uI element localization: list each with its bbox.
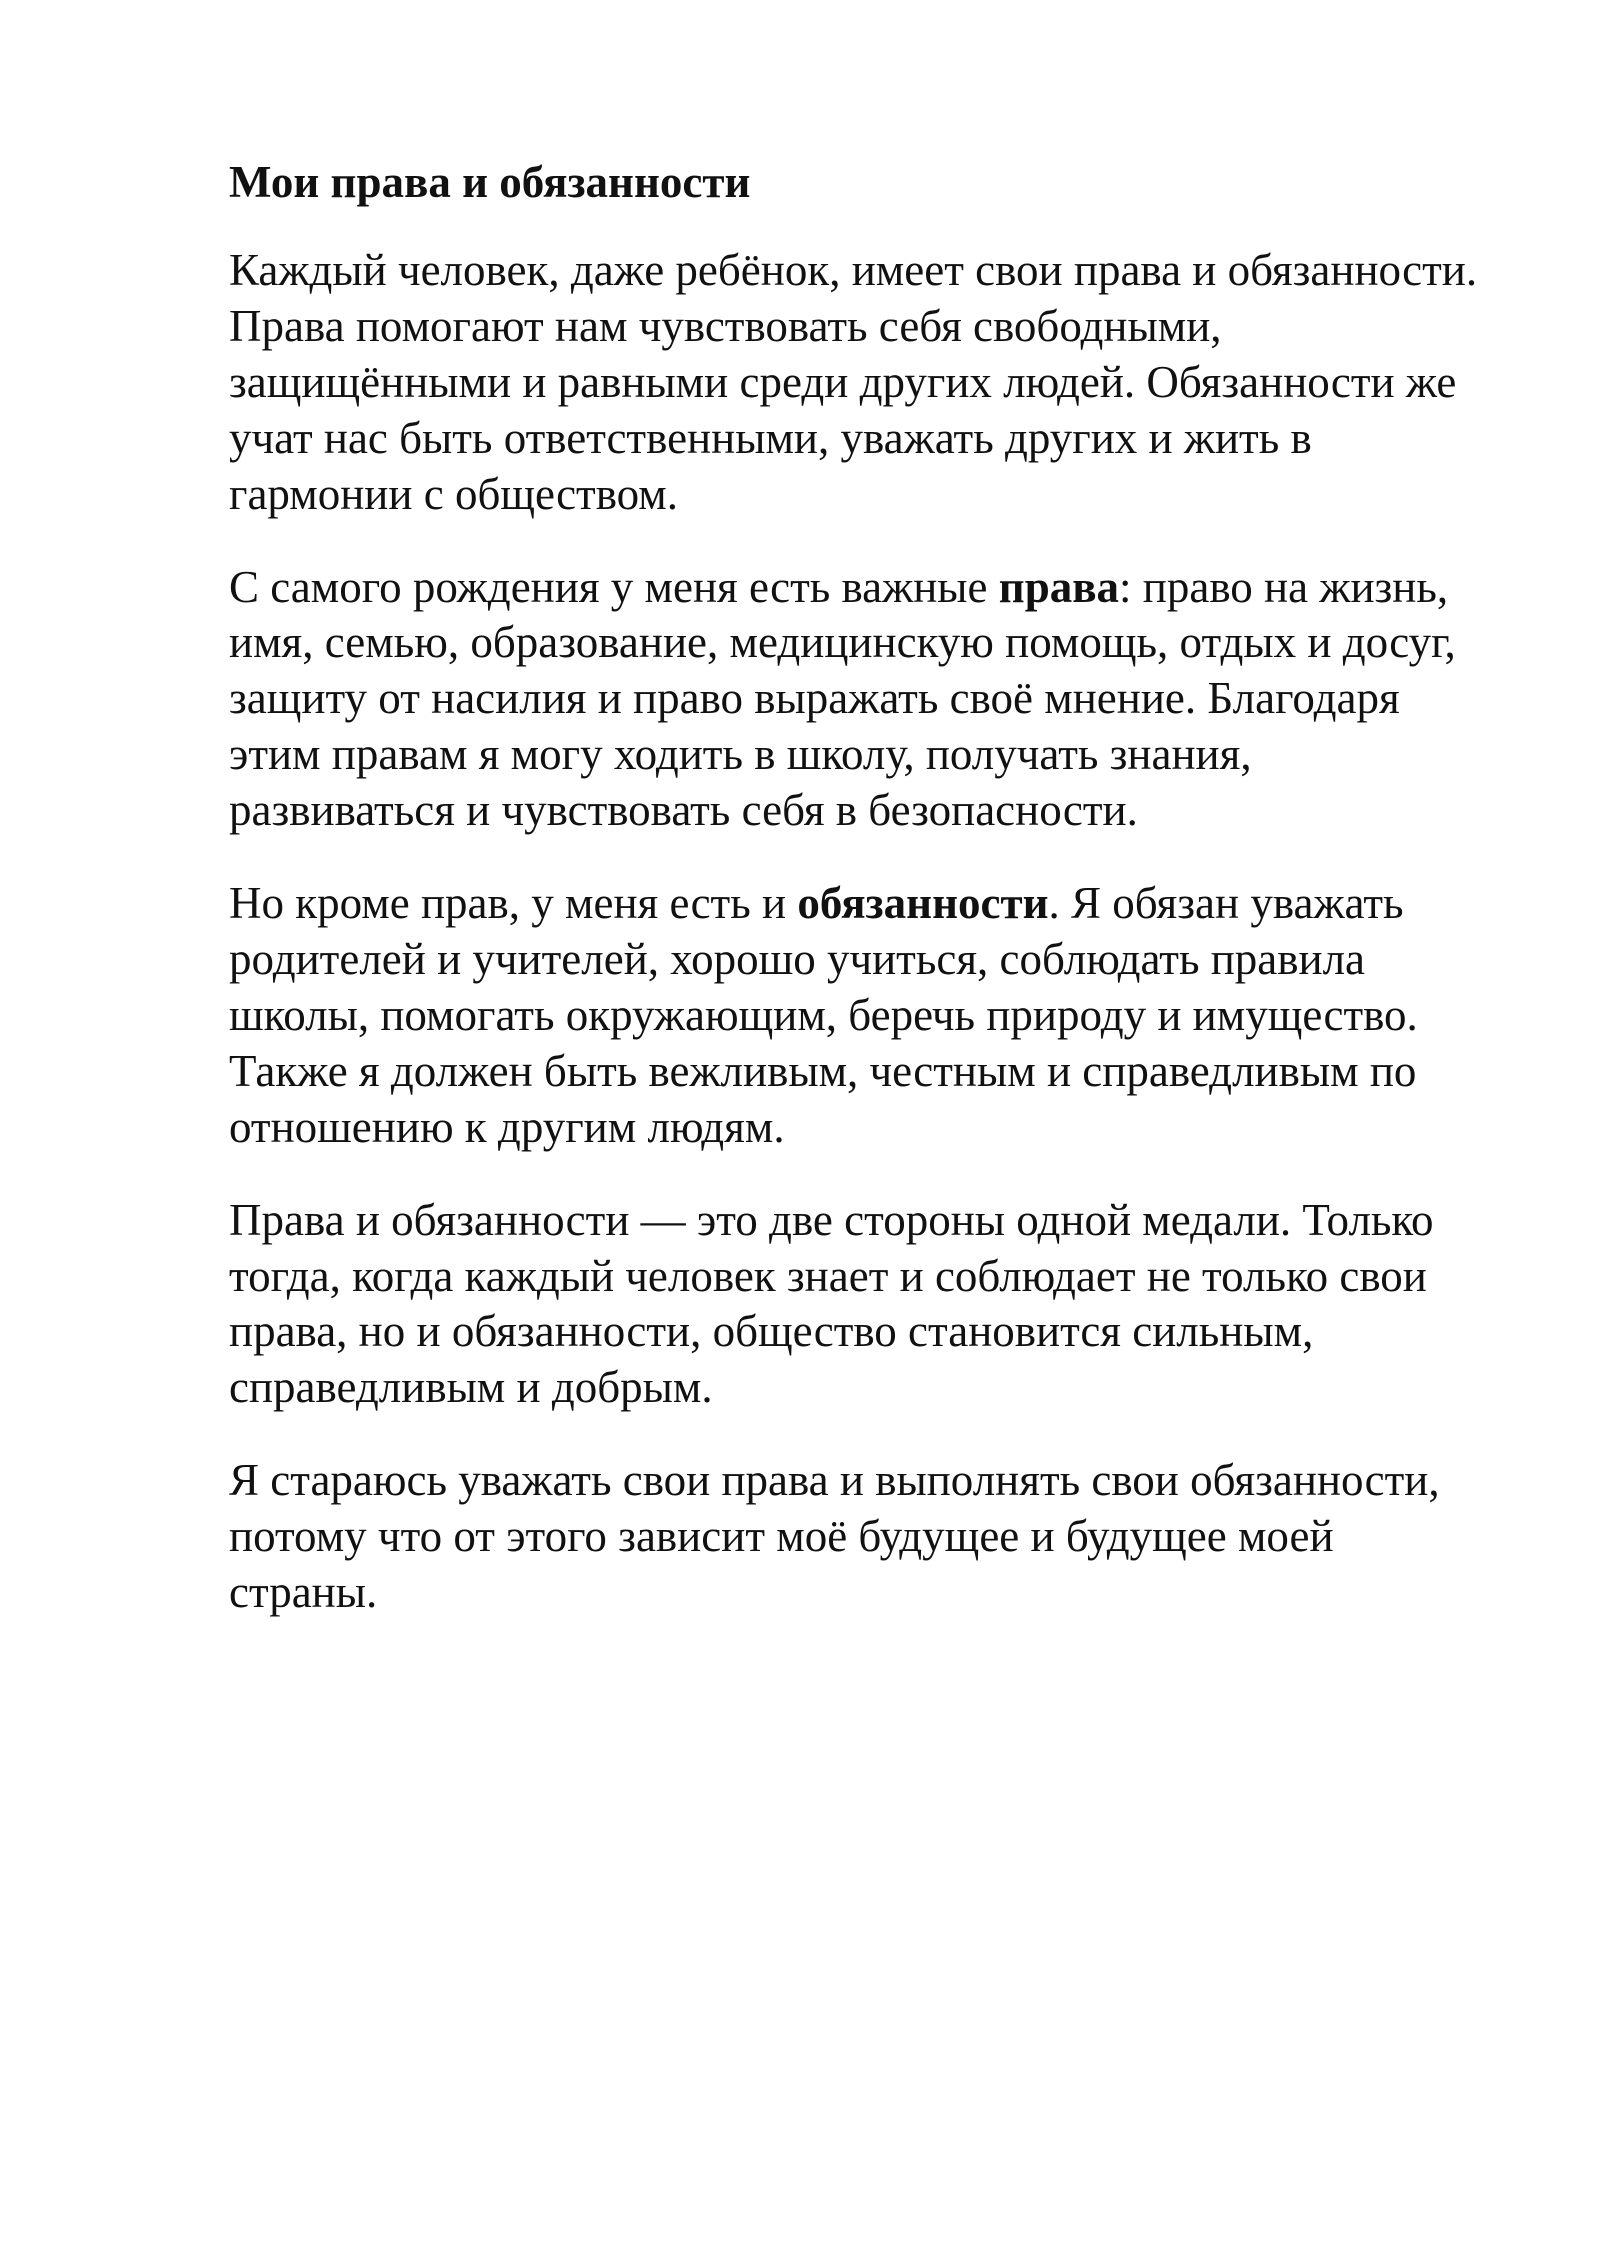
paragraph-rights — [229, 560, 1479, 840]
paragraph-rights-bold-term: права — [998, 561, 1120, 612]
document-title: Мои права и обязанности — [229, 157, 751, 207]
paragraph-duties — [229, 876, 1479, 1156]
paragraph-conclusion: Я стараюсь уважать свои права и выполнять свои обязанности, потому что от этого зависит моё будущее и будущее моей страны. — [229, 1455, 1440, 1618]
paragraph-rights-text-start: С самого рождения у меня есть важные — [229, 561, 999, 612]
paragraph-rights-text-end: : право на жизнь, имя, семью, образование, медицинскую помощь, отдых и досуг, защиту от насилия и право выражать своё мнение. Благодаря этим правам я могу ходить в школу, получать знания, развиваться и чувствовать себя в безопасности. — [229, 561, 1456, 836]
paragraph-duties-text-end: . Я обязан уважать родителей и учителей, хорошо учиться, соблюдать правила школы, помогать окружающим, беречь природу и имущество. Также я должен быть вежливым, честным и справедливым по отношению к другим людям. — [229, 878, 1418, 1152]
paragraph-duties-bold-term: обязанности — [797, 878, 1049, 929]
paragraph-duties-text-start: Но кроме прав, у меня есть и — [229, 878, 798, 929]
document-page — [229, 150, 1479, 1658]
paragraph-intro: Каждый человек, даже ребёнок, имеет свои права и обязанности. Права помогают нам чувствовать себя свободными, защищёнными и равными среди других людей. Обязанности же учат нас быть ответственными, уважать других и жить в гармонии с обществом. — [229, 245, 1478, 519]
paragraph-balance: Права и обязанности — это две стороны одной медали. Только тогда, когда каждый человек знает и соблюдает не только свои права, но и обязанности, общество становится сильным, справедливым и добрым. — [229, 1194, 1434, 1413]
